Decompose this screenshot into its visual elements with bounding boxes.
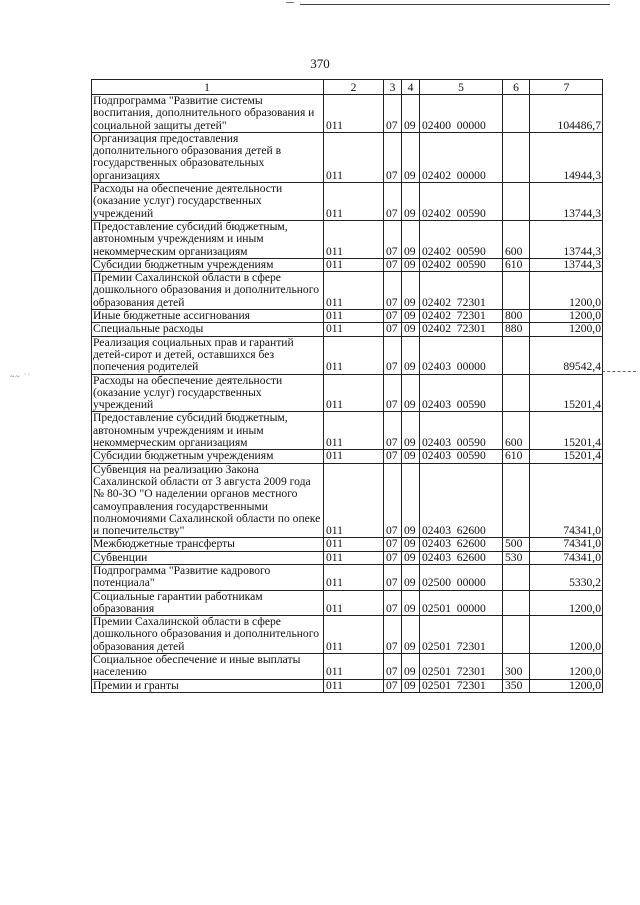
row-cell-c7: 13744,3 xyxy=(530,258,603,271)
row-name-cell: Субсидии бюджетным учреждениям xyxy=(92,258,324,271)
row-name-cell: Субсидии бюджетным учреждениям xyxy=(92,450,324,463)
row-name-cell: Межбюджетные трансферты xyxy=(92,538,324,551)
row-cell-c6 xyxy=(503,132,530,182)
row-cell-c5: 02403 62600 xyxy=(420,463,503,538)
row-cell-c5: 02501 00000 xyxy=(420,590,503,616)
row-cell-c7: 1200,0 xyxy=(530,310,603,323)
row-cell-c5: 02402 00590 xyxy=(420,258,503,271)
row-cell-c2: 011 xyxy=(324,258,384,271)
table-body xyxy=(92,95,603,693)
row-name-cell: Подпрограмма "Развитие кадрового потенциала" xyxy=(92,564,324,590)
row-cell-c4: 09 xyxy=(402,272,420,310)
row-cell-c4: 09 xyxy=(402,132,420,182)
row-cell-c6: 800 xyxy=(503,310,530,323)
row-name-cell: Социальное обеспечение и иные выплаты населению xyxy=(92,654,324,680)
row-cell-c2: 011 xyxy=(324,323,384,336)
table-row xyxy=(92,272,603,310)
row-cell-c5: 02501 72301 xyxy=(420,654,503,680)
row-cell-c2: 011 xyxy=(324,463,384,538)
table-row xyxy=(92,679,603,692)
row-cell-c3: 07 xyxy=(384,551,402,564)
table-row xyxy=(92,374,603,412)
row-cell-c2: 011 xyxy=(324,412,384,450)
budget-table xyxy=(91,79,603,693)
row-cell-c3: 07 xyxy=(384,538,402,551)
row-cell-c6: 530 xyxy=(503,551,530,564)
row-name-cell: Расходы на обеспечение деятельности (оказание услуг) государственных учреждений xyxy=(92,374,324,412)
row-name-cell: Премии Сахалинской области в сфере дошкольного образования и дополнительного образования детей xyxy=(92,616,324,654)
row-cell-c3: 07 xyxy=(384,220,402,258)
row-cell-c6 xyxy=(503,374,530,412)
table-row xyxy=(92,412,603,450)
table-row xyxy=(92,463,603,538)
row-cell-c3: 07 xyxy=(384,132,402,182)
row-cell-c3: 07 xyxy=(384,323,402,336)
row-cell-c5: 02402 00000 xyxy=(420,132,503,182)
row-cell-c6 xyxy=(503,616,530,654)
scan-right-dash xyxy=(602,371,636,372)
row-cell-c6: 300 xyxy=(503,654,530,680)
row-cell-c6: 610 xyxy=(503,258,530,271)
row-cell-c3: 07 xyxy=(384,564,402,590)
header-cell-4: 4 xyxy=(402,80,420,95)
row-cell-c7: 1200,0 xyxy=(530,272,603,310)
row-cell-c2: 011 xyxy=(324,183,384,221)
row-cell-c7: 104486,7 xyxy=(530,95,603,133)
row-cell-c4: 09 xyxy=(402,220,420,258)
row-cell-c4: 09 xyxy=(402,336,420,374)
table-row xyxy=(92,95,603,133)
row-cell-c3: 07 xyxy=(384,183,402,221)
row-cell-c4: 09 xyxy=(402,95,420,133)
row-name-cell: Реализация социальных прав и гарантий детей-сирот и детей, оставшихся без попечения родителей xyxy=(92,336,324,374)
header-cell-1: 1 xyxy=(92,80,324,95)
row-cell-c3: 07 xyxy=(384,95,402,133)
row-cell-c4: 09 xyxy=(402,323,420,336)
row-cell-c3: 07 xyxy=(384,412,402,450)
row-cell-c6: 880 xyxy=(503,323,530,336)
row-name-cell: Иные бюджетные ассигнования xyxy=(92,310,324,323)
row-cell-c3: 07 xyxy=(384,258,402,271)
row-cell-c7: 1200,0 xyxy=(530,616,603,654)
scan-top-tick xyxy=(286,2,294,3)
row-name-cell: Предоставление субсидий бюджетным, автономным учреждениям и иным некоммерческим организациям xyxy=(92,220,324,258)
row-cell-c5: 02500 00000 xyxy=(420,564,503,590)
row-cell-c7: 74341,0 xyxy=(530,538,603,551)
row-cell-c3: 07 xyxy=(384,374,402,412)
row-name-cell: Субвенции xyxy=(92,551,324,564)
table-row xyxy=(92,616,603,654)
row-cell-c3: 07 xyxy=(384,450,402,463)
table-row xyxy=(92,654,603,680)
row-cell-c7: 89542,4 xyxy=(530,336,603,374)
row-name-cell: Предоставление субсидий бюджетным, автономным учреждениям и иным некоммерческим организациям xyxy=(92,412,324,450)
row-cell-c2: 011 xyxy=(324,538,384,551)
row-cell-c2: 011 xyxy=(324,95,384,133)
table-row xyxy=(92,551,603,564)
header-cell-3: 3 xyxy=(384,80,402,95)
row-cell-c5: 02403 00590 xyxy=(420,450,503,463)
row-cell-c2: 011 xyxy=(324,654,384,680)
table-row xyxy=(92,450,603,463)
row-cell-c5: 02403 62600 xyxy=(420,538,503,551)
row-cell-c2: 011 xyxy=(324,679,384,692)
row-cell-c6 xyxy=(503,272,530,310)
row-cell-c7: 15201,4 xyxy=(530,374,603,412)
row-cell-c2: 011 xyxy=(324,220,384,258)
row-cell-c5: 02501 72301 xyxy=(420,679,503,692)
row-name-cell: Премии Сахалинской области в сфере дошкольного образования и дополнительного образования детей xyxy=(92,272,324,310)
row-cell-c5: 02400 00000 xyxy=(420,95,503,133)
header-row xyxy=(92,80,603,95)
row-cell-c2: 011 xyxy=(324,551,384,564)
row-cell-c3: 07 xyxy=(384,310,402,323)
table-row xyxy=(92,220,603,258)
row-cell-c4: 09 xyxy=(402,590,420,616)
row-cell-c2: 011 xyxy=(324,450,384,463)
row-cell-c6 xyxy=(503,336,530,374)
row-cell-c7: 15201,4 xyxy=(530,450,603,463)
row-name-cell: Подпрограмма "Развитие системы воспитания, дополнительного образования и социальной защиты детей" xyxy=(92,95,324,133)
row-cell-c6 xyxy=(503,95,530,133)
row-cell-c3: 07 xyxy=(384,336,402,374)
row-cell-c2: 011 xyxy=(324,616,384,654)
row-name-cell: Премии и гранты xyxy=(92,679,324,692)
row-cell-c7: 74341,0 xyxy=(530,551,603,564)
table-row xyxy=(92,132,603,182)
row-cell-c5: 02402 00590 xyxy=(420,220,503,258)
row-cell-c7: 13744,3 xyxy=(530,220,603,258)
row-cell-c4: 09 xyxy=(402,450,420,463)
row-name-cell: Организация предоставления дополнительного образования детей в государственных образовательных организациях xyxy=(92,132,324,182)
row-cell-c4: 09 xyxy=(402,374,420,412)
row-cell-c7: 1200,0 xyxy=(530,654,603,680)
row-cell-c6 xyxy=(503,590,530,616)
row-cell-c3: 07 xyxy=(384,463,402,538)
row-cell-c4: 09 xyxy=(402,258,420,271)
row-cell-c7: 15201,4 xyxy=(530,412,603,450)
scan-top-rule xyxy=(300,4,610,5)
scan-margin-mark: ~~ ˙˙ xyxy=(10,372,31,381)
row-cell-c7: 1200,0 xyxy=(530,679,603,692)
header-cell-7: 7 xyxy=(530,80,603,95)
row-cell-c5: 02403 00590 xyxy=(420,374,503,412)
row-cell-c5: 02403 00590 xyxy=(420,412,503,450)
row-cell-c6: 610 xyxy=(503,450,530,463)
row-cell-c4: 09 xyxy=(402,310,420,323)
row-cell-c4: 09 xyxy=(402,616,420,654)
table-row xyxy=(92,590,603,616)
row-cell-c5: 02403 00000 xyxy=(420,336,503,374)
row-cell-c7: 74341,0 xyxy=(530,463,603,538)
row-cell-c2: 011 xyxy=(324,272,384,310)
row-name-cell: Специальные расходы xyxy=(92,323,324,336)
row-cell-c3: 07 xyxy=(384,654,402,680)
row-cell-c5: 02402 00590 xyxy=(420,183,503,221)
row-cell-c5: 02403 62600 xyxy=(420,551,503,564)
row-cell-c6: 500 xyxy=(503,538,530,551)
table-row xyxy=(92,258,603,271)
table-row xyxy=(92,183,603,221)
row-cell-c6 xyxy=(503,183,530,221)
table-row xyxy=(92,310,603,323)
row-cell-c4: 09 xyxy=(402,564,420,590)
table-row xyxy=(92,323,603,336)
row-cell-c3: 07 xyxy=(384,616,402,654)
row-name-cell: Социальные гарантии работникам образования xyxy=(92,590,324,616)
row-cell-c4: 09 xyxy=(402,463,420,538)
header-cell-6: 6 xyxy=(503,80,530,95)
row-cell-c7: 1200,0 xyxy=(530,323,603,336)
row-cell-c2: 011 xyxy=(324,374,384,412)
row-cell-c2: 011 xyxy=(324,310,384,323)
header-cell-2: 2 xyxy=(324,80,384,95)
table-row xyxy=(92,564,603,590)
row-cell-c2: 011 xyxy=(324,564,384,590)
row-cell-c4: 09 xyxy=(402,412,420,450)
row-cell-c6: 600 xyxy=(503,412,530,450)
row-cell-c7: 13744,3 xyxy=(530,183,603,221)
row-cell-c6: 600 xyxy=(503,220,530,258)
row-cell-c5: 02402 72301 xyxy=(420,272,503,310)
row-cell-c4: 09 xyxy=(402,183,420,221)
row-cell-c5: 02501 72301 xyxy=(420,616,503,654)
row-cell-c2: 011 xyxy=(324,336,384,374)
row-cell-c4: 09 xyxy=(402,654,420,680)
table-row xyxy=(92,336,603,374)
header-cell-5: 5 xyxy=(420,80,503,95)
row-cell-c7: 14944,3 xyxy=(530,132,603,182)
page-number: 370 xyxy=(310,56,330,71)
row-cell-c7: 1200,0 xyxy=(530,590,603,616)
row-cell-c2: 011 xyxy=(324,590,384,616)
row-cell-c4: 09 xyxy=(402,679,420,692)
row-cell-c4: 09 xyxy=(402,551,420,564)
row-cell-c2: 011 xyxy=(324,132,384,182)
row-name-cell: Субвенция на реализацию Закона Сахалинской области от 3 августа 2009 года № 80-ЗО "О наделении органов местного самоуправления государственными полномочиями Сахалинской области по опеке и попечительству" xyxy=(92,463,324,538)
row-cell-c3: 07 xyxy=(384,679,402,692)
row-cell-c3: 07 xyxy=(384,272,402,310)
row-cell-c3: 07 xyxy=(384,590,402,616)
row-cell-c6 xyxy=(503,463,530,538)
row-cell-c6 xyxy=(503,564,530,590)
row-cell-c4: 09 xyxy=(402,538,420,551)
table-row xyxy=(92,538,603,551)
row-cell-c7: 5330,2 xyxy=(530,564,603,590)
row-name-cell: Расходы на обеспечение деятельности (оказание услуг) государственных учреждений xyxy=(92,183,324,221)
row-cell-c5: 02402 72301 xyxy=(420,310,503,323)
row-cell-c6: 350 xyxy=(503,679,530,692)
row-cell-c5: 02402 72301 xyxy=(420,323,503,336)
